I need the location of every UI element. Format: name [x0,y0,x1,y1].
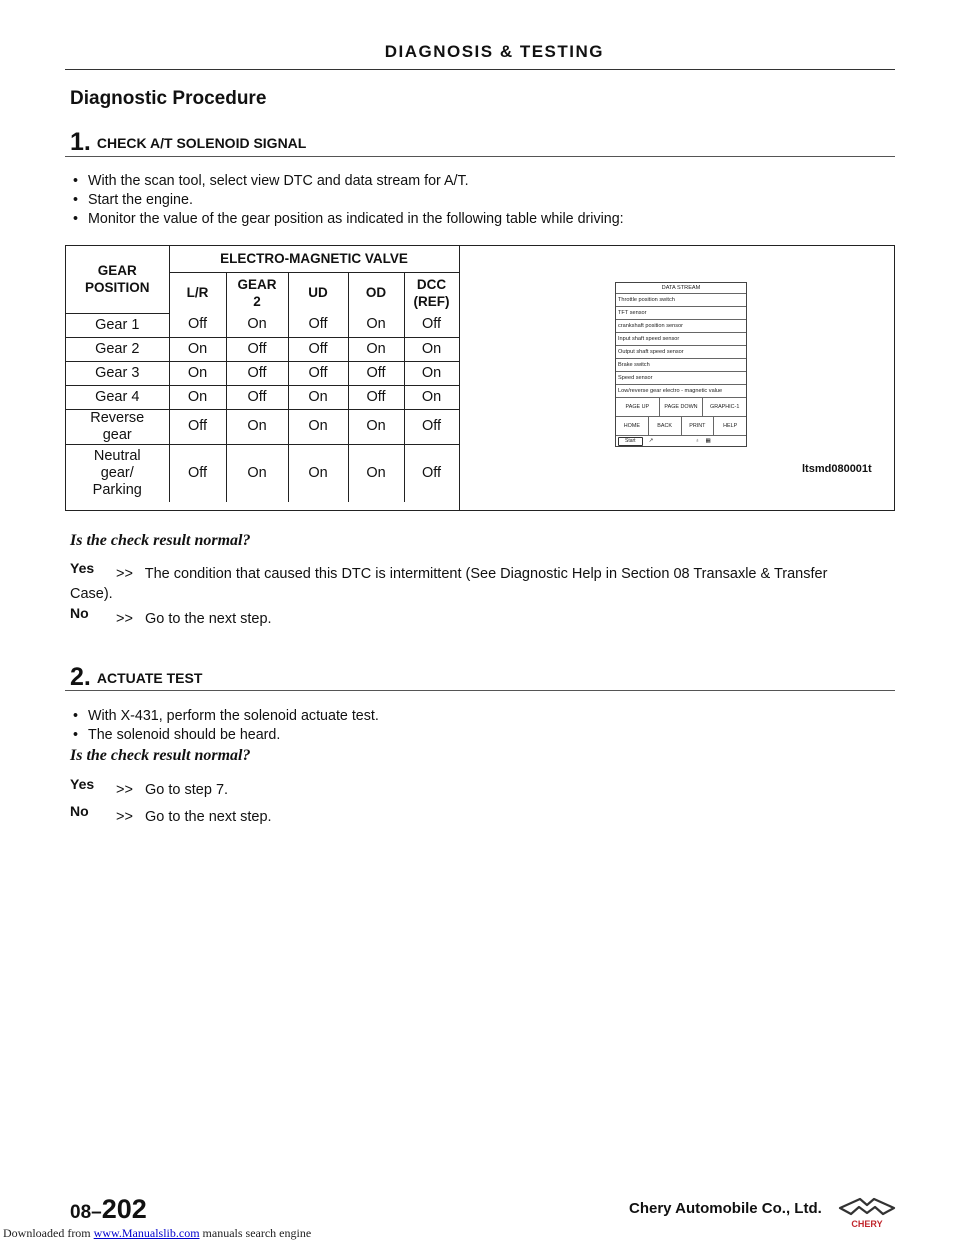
gear-cell: Reverse gear [66,409,169,444]
step-2-bullets [70,707,379,745]
arrow-marker: >> [116,566,133,582]
company-name: Chery Automobile Co., Ltd. [629,1200,822,1217]
valve-state-cell: On [348,337,404,361]
question-1: Is the check result normal? [70,532,251,549]
section-number: 08– [70,1202,102,1223]
screen-taskbar [616,436,746,446]
valve-state-cell: On [226,444,288,502]
screen-title: DATA STREAM [616,283,746,294]
no-text: Go to the next step. [145,809,272,825]
screen-list-item: Low/reverse gear electro - magnetic value [616,385,746,398]
gear-valve-table-block [65,245,895,511]
screen-buttons-row-2 [616,417,746,436]
gear-cell: Gear 1 [66,313,169,337]
valve-state-cell: On [404,385,459,409]
valve-state-cell: Off [169,409,226,444]
page-number-value: 202 [101,1194,147,1224]
table-row [66,337,459,361]
screen-button: GRAPHIC-1 [710,404,740,410]
step-1-rule [65,156,895,157]
step-label: CHECK A/T SOLENOID SIGNAL [96,135,307,151]
header-gear-position [66,246,169,313]
figure-code: ltsmd080001t [802,463,872,475]
screen-button: HOME [616,417,649,435]
no-text: Go to the next step. [145,611,272,627]
keyboard-icon: ▦ [705,438,711,444]
logo-text: CHERY [851,1219,883,1229]
valve-state-cell: On [288,409,348,444]
scan-tool-figure [459,246,894,510]
valve-state-cell: On [288,444,348,502]
gear-cell: Gear 2 [66,337,169,361]
header-valve-col: L/R [169,272,226,313]
header-valve-group: ELECTRO-MAGNETIC VALVE [169,246,459,272]
arrow-marker: >> [116,611,133,627]
header-valve-col: GEAR 2 [226,272,288,313]
download-prefix: Downloaded from [3,1226,94,1240]
bullet-item: • With the scan tool, select view DTC and data stream for A/T. [70,172,624,191]
valve-state-cell: Off [169,444,226,502]
chery-logo-icon [836,1196,898,1230]
valve-state-cell: On [169,337,226,361]
header-valve-col: UD [288,272,348,313]
arrow-marker: >> [116,782,133,798]
bullet-item: • Start the engine. [70,191,624,210]
header-gear-line: GEAR [97,263,137,279]
arrow-icon: ↗ [648,438,654,444]
valve-state-cell: On [169,385,226,409]
scan-tool-screen [615,282,747,447]
question-2: Is the check result normal? [70,747,251,764]
valve-state-cell: Off [226,361,288,385]
valve-state-cell: Off [169,313,226,337]
valve-state-cell: On [404,337,459,361]
start-button: Start [618,437,643,446]
manualslib-link[interactable]: www.Manualslib.com [93,1226,200,1240]
valve-state-cell: On [348,409,404,444]
valve-state-cell: On [226,313,288,337]
bullet-item: • Monitor the value of the gear position as indicated in the following table while driving: [70,210,624,229]
no-label: No [70,803,89,819]
no-label: No [70,605,89,621]
screen-button: BACK [649,417,682,435]
step-2-heading [70,663,202,692]
valve-state-cell: Off [288,361,348,385]
valve-state-cell: Off [348,385,404,409]
table-row [66,385,459,409]
valve-state-cell: Off [404,313,459,337]
valve-state-cell: On [169,361,226,385]
download-banner [3,1226,311,1241]
yes-label: Yes [70,776,95,792]
step-number: 2. [70,663,91,691]
screen-button: HELP [723,423,738,429]
screen-list-item: crankshaft position sensor [616,320,746,333]
valve-state-cell: On [226,409,288,444]
answer-yes-2 [70,776,870,800]
gear-cell: Gear 3 [66,361,169,385]
table-row [66,444,459,502]
screen-button: PRINT [682,417,715,435]
gear-valve-table [66,246,460,502]
bulb-icon: ♁ [695,438,700,444]
valve-state-cell: Off [288,313,348,337]
step-2-rule [65,690,895,691]
valve-state-cell: Off [226,337,288,361]
page-title: Diagnostic Procedure [70,88,267,109]
header-rule [65,69,895,70]
screen-list-item: Brake switch [616,359,746,372]
screen-button: PAGE UP [616,398,660,416]
screen-list-item: Speed sensor [616,372,746,385]
bullet-item: • With X-431, perform the solenoid actuate test. [70,707,379,726]
header-valve-col: DCC (REF) [404,272,459,313]
step-1-heading [70,128,306,157]
step-1-bullets [70,172,624,229]
header-valve-col: OD [348,272,404,313]
screen-list-item: Input shaft speed sensor [616,333,746,346]
gear-cell: Gear 4 [66,385,169,409]
yes-text: The condition that caused this DTC is intermittent (See Diagnostic Help in Section 08 Transaxle & Transfer Case). [70,566,828,602]
valve-state-cell: Off [288,337,348,361]
valve-state-cell: On [288,385,348,409]
answer-no-2 [70,803,870,827]
table-row [66,313,459,337]
bullet-item: • The solenoid should be heard. [70,726,379,745]
screen-list-item: Throttle position switch [616,294,746,307]
header-gear-line: POSITION [84,280,150,296]
table-row [66,361,459,385]
valve-state-cell: On [348,313,404,337]
table-row [66,409,459,444]
valve-state-cell: Off [404,444,459,502]
step-number: 1. [70,128,91,156]
screen-buttons-row-1 [616,398,746,417]
yes-text: Go to step 7. [145,782,229,798]
answer-no-1 [70,605,870,629]
screen-list-item: TFT sensor [616,307,746,320]
valve-state-cell: Off [348,361,404,385]
screen-button: PAGE DOWN [660,398,704,416]
gear-cell: Neutral gear/ Parking [66,444,169,502]
valve-state-cell: Off [226,385,288,409]
answer-yes-1 [70,560,870,604]
step-label: ACTUATE TEST [96,670,203,686]
screen-list-item: Output shaft speed sensor [616,346,746,359]
valve-state-cell: On [348,444,404,502]
valve-state-cell: Off [404,409,459,444]
yes-label: Yes [70,560,95,576]
section-header: DIAGNOSIS & TESTING [384,42,604,61]
download-suffix: manuals search engine [199,1226,312,1240]
arrow-marker: >> [116,809,133,825]
page-number [70,1194,147,1225]
valve-state-cell: On [404,361,459,385]
